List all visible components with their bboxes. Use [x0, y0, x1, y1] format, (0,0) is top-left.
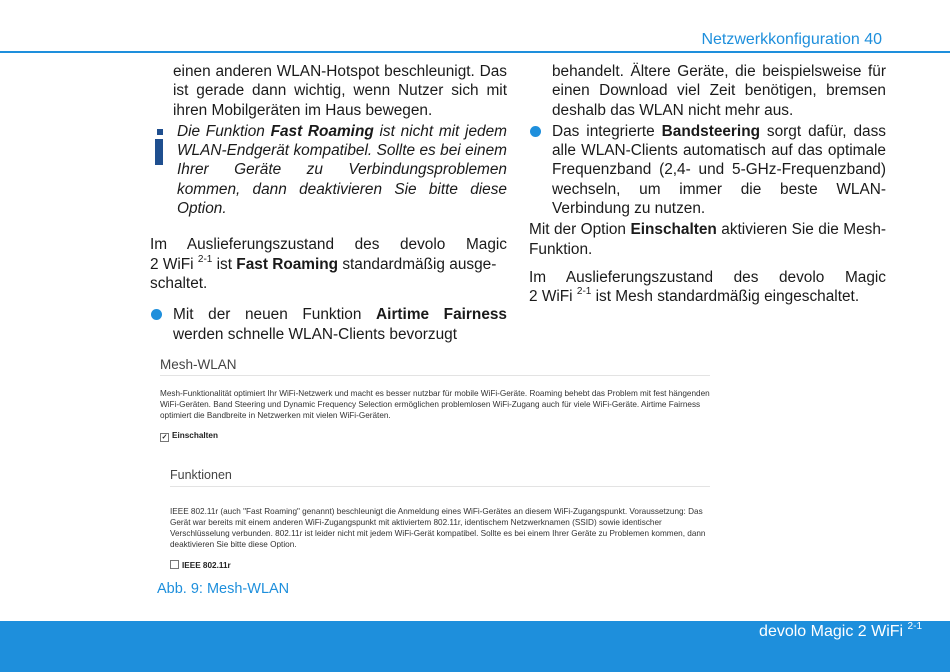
para1-bold: Einschalten [630, 221, 717, 239]
figure-description: Mesh-Funktionalität optimiert Ihr WiFi-Netzwerk und macht es besser nutzbar für mobile WiFi-Geräte. Roaming behebt das Problem mit fest hängenden WiFi-Geräten. Band Steering und Dynamic Frequency Selection ermöglichen problemlosen WiFi-Zugang auch für viele WiFi-Geräte. Airtime Fairness optimiert die Bandbreite in Netzwerken mit vielen WiFi-Geräten. [160, 389, 710, 420]
para-line-2-bold: Fast Roaming [236, 255, 339, 273]
functions-section-title: Funktionen [170, 468, 232, 482]
para2-line-2-b: ist Mesh standardmäßig eingeschaltet. [591, 288, 860, 306]
note-text-bold: Fast Roaming [270, 122, 374, 140]
figure-caption: Abb. 9: Mesh-WLAN [157, 581, 290, 597]
figure-title: Mesh-WLAN [160, 357, 237, 372]
footer-text: devolo Magic 2 WiFi [759, 623, 908, 640]
mesh-wlan-screenshot [160, 352, 715, 582]
model-superscript: 2-1 [197, 253, 213, 265]
bullet-dot-icon [151, 309, 162, 320]
note-text-post: ist nicht mit jedem WLAN-Endgerät kompatibel. Sollte es bei einem Ihrer Geräte zu Verbindungsproblemen kommen, dann deaktivieren Sie bitte diese Option. [177, 122, 507, 218]
fast-roaming-paragraph [150, 235, 507, 293]
para-line-3: schaltet. [150, 274, 208, 292]
model-superscript: 2-1 [576, 286, 592, 298]
info-note-icon [155, 129, 164, 165]
footer-superscript: 2-1 [907, 621, 922, 632]
bullet-pre: Mit der neuen Funktion [173, 306, 377, 324]
einschalten-paragraph [529, 220, 886, 259]
footer-product-name [759, 623, 922, 641]
intro-paragraph: einen anderen WLAN-Hotspot beschleunigt. Das ist gerade dann wichtig, wenn Nutzer sich mit ihren Mobilgeräten im Haus bewegen. [173, 63, 507, 119]
einschalten-checkbox-row[interactable] [160, 431, 218, 442]
bullet-bold: Bandsteering [661, 122, 761, 140]
para2-line-1: Im Auslieferungszustand des devolo Magic [529, 268, 886, 286]
note-text-pre: Die Funktion [177, 122, 271, 140]
bullet-post: werden schnelle WLAN-Clients bevorzugt [173, 325, 457, 343]
para-line-1: Im Auslieferungszustand des devolo Magic [150, 236, 507, 254]
functions-divider [170, 486, 710, 487]
functions-description: IEEE 802.11r (auch "Fast Roaming" genannt) beschleunigt die Anmeldung eines WiFi-Gerätes an diesem WiFi-Zugangspunkt. Voraussetzung: Das Gerät war bereits mit einem anderen WiFi-Zugangspunkt mit aktiviertem 802.11r, identischem Netzwerknamen (SSID) sowie identischer Verschlüsselung verbunden. 802.11r ist leider nicht mit jedem WiFi-Gerät kompatibel. Sollte es bei einem Ihrer Geräte zu Problemen kommen, dann deaktivieren Sie bitte diese Option. [170, 507, 706, 549]
mesh-default-paragraph [529, 268, 886, 307]
note-paragraph [150, 122, 507, 218]
para1-post: aktivieren Sie die Mesh-Funktion. [529, 221, 887, 258]
para1-pre: Mit der Option [529, 221, 631, 239]
bullet-bold: Airtime Fairness [376, 306, 507, 324]
einschalten-checkbox-label: Einschalten [172, 431, 218, 440]
checkbox-unchecked-icon[interactable] [170, 560, 179, 569]
figure-divider [160, 375, 710, 376]
continued-paragraph: behandelt. Ältere Geräte, die beispielsweise für einen Download viel Zeit benötigen, bremsen deshalb das WLAN nicht mehr aus. [552, 63, 886, 119]
bullet-pre: Das integrierte [552, 122, 662, 140]
para-line-2-c: standardmäßig ausge- [338, 255, 497, 273]
checkbox-checked-icon[interactable]: ✓ [161, 434, 168, 441]
airtime-bullet [150, 305, 507, 344]
ieee-80211r-checkbox-label: IEEE 802.11r [182, 561, 231, 570]
page-footer [0, 621, 950, 672]
para2-line-2-a: 2 WiFi [529, 288, 577, 306]
para-line-2-b: ist [212, 255, 237, 273]
page-header-title: Netzwerkkonfiguration 40 [701, 31, 882, 48]
bandsteering-bullet [529, 122, 886, 218]
ieee-80211r-checkbox-row[interactable] [170, 560, 231, 570]
header-divider [0, 51, 950, 53]
bullet-dot-icon [530, 126, 541, 137]
right-column [529, 62, 886, 307]
bullet-post: sorgt dafür, dass alle WLAN-Clients automatisch auf das optimale Frequenzband (2,4- und 5-GHz-Frequenzband) wechseln, um immer die beste WLAN-Verbindung zu nutzen. [552, 122, 886, 218]
left-column [150, 62, 507, 344]
para-line-2-a: 2 WiFi [150, 255, 198, 273]
